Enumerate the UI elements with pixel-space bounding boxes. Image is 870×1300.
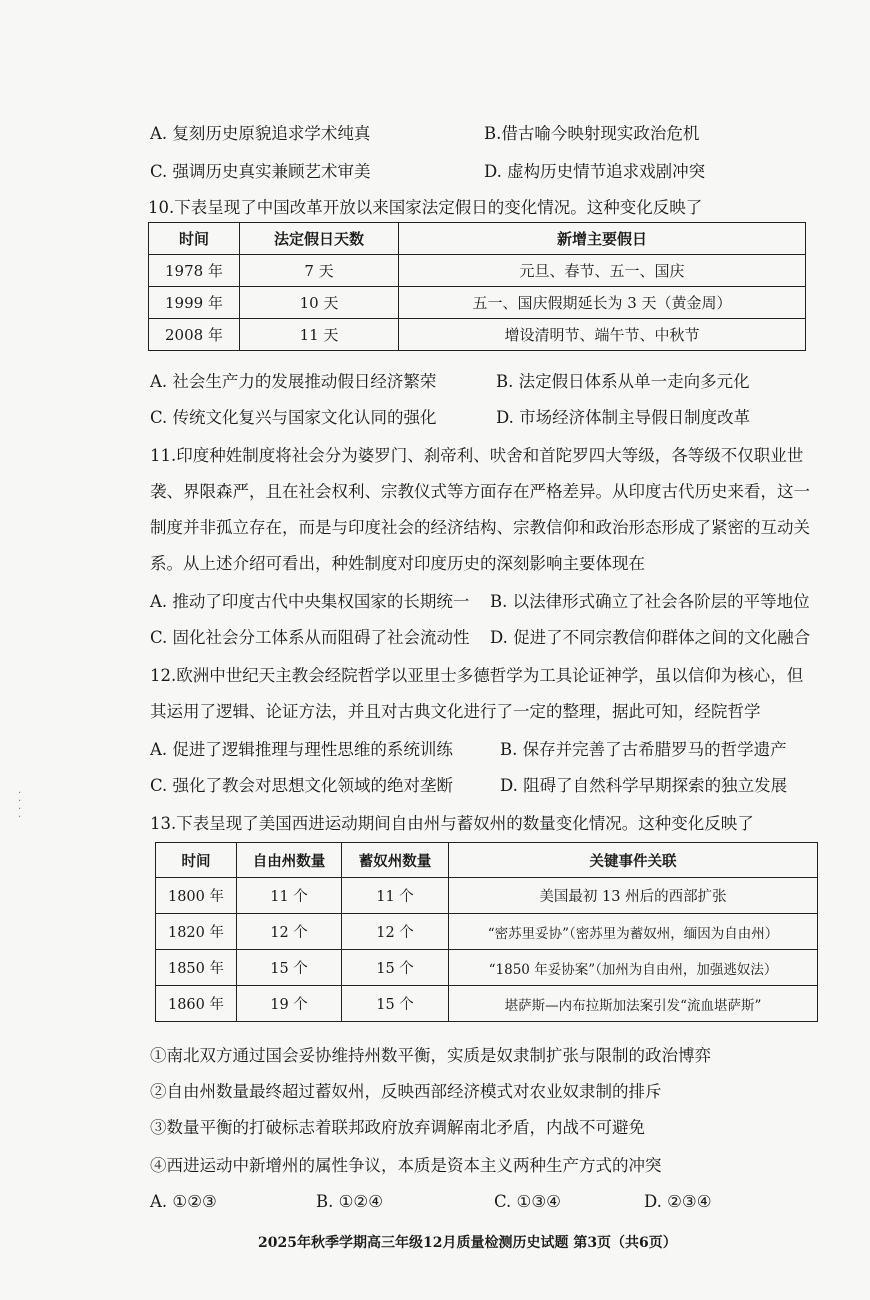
q13-option-c: C. ①③④ <box>494 1192 561 1211</box>
q12-stem-line: 12.欧洲中世纪天主教会经院哲学以亚里士多德哲学为工具论证神学，虽以信仰为核心，但 <box>150 666 804 685</box>
q13-statement-2: ②自由州数量最终超过蓄奴州，反映西部经济模式对农业奴隶制的排斥 <box>150 1082 662 1101</box>
q11-stem-line: 袭、界限森严，且在社会权利、宗教仪式等方面存在严格差异。从印度古代历史来看，这一 <box>150 482 810 501</box>
table-cell: “1850 年妥协案”（加州为自由州，加强逃奴法） <box>449 950 818 986</box>
q13-option-b: B. ①②④ <box>316 1192 383 1211</box>
table-cell: 美国最初 13 州后的西部扩张 <box>449 878 818 914</box>
table-cell: 7 天 <box>240 255 399 287</box>
q13-option-d: D. ②③④ <box>644 1192 712 1211</box>
table-header-cell: 时间 <box>156 843 237 878</box>
q11-stem-line: 11.印度种姓制度将社会分为婆罗门、刹帝利、吠舍和首陀罗四大等级，各等级不仅职业世 <box>150 446 804 465</box>
table-cell: 1820 年 <box>156 914 237 950</box>
q10-table <box>148 222 806 351</box>
q9-option-c: C. 强调历史真实兼顾艺术审美 <box>150 162 371 181</box>
table-row <box>149 255 806 287</box>
q11-stem-line: 系。从上述介绍可看出，种姓制度对印度历史的深刻影响主要体现在 <box>150 554 645 573</box>
page-footer: 2025年秋季学期高三年级12月质量检测历史试题 第3页（共6页） <box>258 1235 677 1251</box>
table-cell: 10 天 <box>240 287 399 319</box>
table-cell: 1860 年 <box>156 986 237 1022</box>
table-cell: 19 个 <box>237 986 342 1022</box>
q11-option-d: D. 促进了不同宗教信仰群体之间的文化融合 <box>490 628 811 647</box>
table-cell: 15 个 <box>237 950 342 986</box>
table-row <box>156 950 818 986</box>
q13-statement-4: ④西进运动中新增州的属性争议，本质是资本主义两种生产方式的冲突 <box>150 1156 662 1175</box>
table-cell: 12 个 <box>237 914 342 950</box>
table-cell: 11 天 <box>240 319 399 351</box>
q12-stem-line: 其运用了逻辑、论证方法，并且对古典文化进行了一定的整理，据此可知，经院哲学 <box>150 702 761 721</box>
q12-option-d: D. 阻碍了自然科学早期探索的独立发展 <box>500 776 788 795</box>
q10-option-d: D. 市场经济体制主导假日制度改革 <box>496 408 751 427</box>
q13-statement-3: ③数量平衡的打破标志着联邦政府放弃调解南北矛盾，内战不可避免 <box>150 1118 645 1137</box>
q13-stem: 13.下表呈现了美国西进运动期间自由州与蓄奴州的数量变化情况。这种变化反映了 <box>150 814 754 833</box>
table-cell: 12 个 <box>342 914 449 950</box>
table-header-cell: 蓄奴州数量 <box>342 843 449 878</box>
table-cell: 元旦、春节、五一、国庆 <box>399 255 806 287</box>
table-cell: 1999 年 <box>149 287 240 319</box>
q10-stem: 10.下表呈现了中国改革开放以来国家法定假日的变化情况。这种变化反映了 <box>148 198 703 217</box>
binding-marks: · · · · <box>18 788 22 823</box>
table-header-cell: 关键事件关联 <box>449 843 818 878</box>
table-header-cell: 新增主要假日 <box>399 223 806 255</box>
table-cell: “密苏里妥协”（密苏里为蓄奴州，缅因为自由州） <box>449 914 818 950</box>
table-cell: 1850 年 <box>156 950 237 986</box>
table-cell: 增设清明节、端午节、中秋节 <box>399 319 806 351</box>
table-header-cell: 自由州数量 <box>237 843 342 878</box>
table-cell: 11 个 <box>237 878 342 914</box>
q13-table <box>155 842 818 1022</box>
q11-option-c: C. 固化社会分工体系从而阻碍了社会流动性 <box>150 628 470 647</box>
table-row <box>149 287 806 319</box>
q9-option-d: D. 虚构历史情节追求戏剧冲突 <box>484 162 706 181</box>
table-row <box>156 878 818 914</box>
table-cell: 11 个 <box>342 878 449 914</box>
table-cell: 15 个 <box>342 950 449 986</box>
q11-option-b: B. 以法律形式确立了社会各阶层的平等地位 <box>490 592 810 611</box>
table-row <box>149 319 806 351</box>
table-header-cell: 时间 <box>149 223 240 255</box>
table-cell: 1978 年 <box>149 255 240 287</box>
q13-statement-1: ①南北双方通过国会妥协维持州数平衡，实质是奴隶制扩张与限制的政治博弈 <box>150 1046 711 1065</box>
table-cell: 1800 年 <box>156 878 237 914</box>
q9-option-b: B.借古喻今映射现实政治危机 <box>484 124 700 143</box>
q12-option-c: C. 强化了教会对思想文化领域的绝对垄断 <box>150 776 454 795</box>
q12-option-b: B. 保存并完善了古希腊罗马的哲学遗产 <box>500 740 787 759</box>
table-row <box>156 914 818 950</box>
table-cell: 堪萨斯—内布拉斯加法案引发“流血堪萨斯” <box>449 986 818 1022</box>
q10-option-b: B. 法定假日体系从单一走向多元化 <box>496 372 750 391</box>
q12-option-a: A. 促进了逻辑推理与理性思维的系统训练 <box>150 740 453 759</box>
table-header-row <box>156 843 818 878</box>
table-cell: 2008 年 <box>149 319 240 351</box>
table-cell: 15 个 <box>342 986 449 1022</box>
q11-stem-line: 制度并非孤立存在，而是与印度社会的经济结构、宗教信仰和政治形态形成了紧密的互动关 <box>150 518 810 537</box>
table-header-row <box>149 223 806 255</box>
q10-option-c: C. 传统文化复兴与国家文化认同的强化 <box>150 408 437 427</box>
q9-option-a: A. 复刻历史原貌追求学术纯真 <box>150 124 371 143</box>
q10-option-a: A. 社会生产力的发展推动假日经济繁荣 <box>150 372 437 391</box>
table-cell: 五一、国庆假期延长为 3 天（黄金周） <box>399 287 806 319</box>
q13-option-a: A. ①②③ <box>150 1192 217 1211</box>
q11-option-a: A. 推动了印度古代中央集权国家的长期统一 <box>150 592 470 611</box>
table-header-cell: 法定假日天数 <box>240 223 399 255</box>
table-row <box>156 986 818 1022</box>
